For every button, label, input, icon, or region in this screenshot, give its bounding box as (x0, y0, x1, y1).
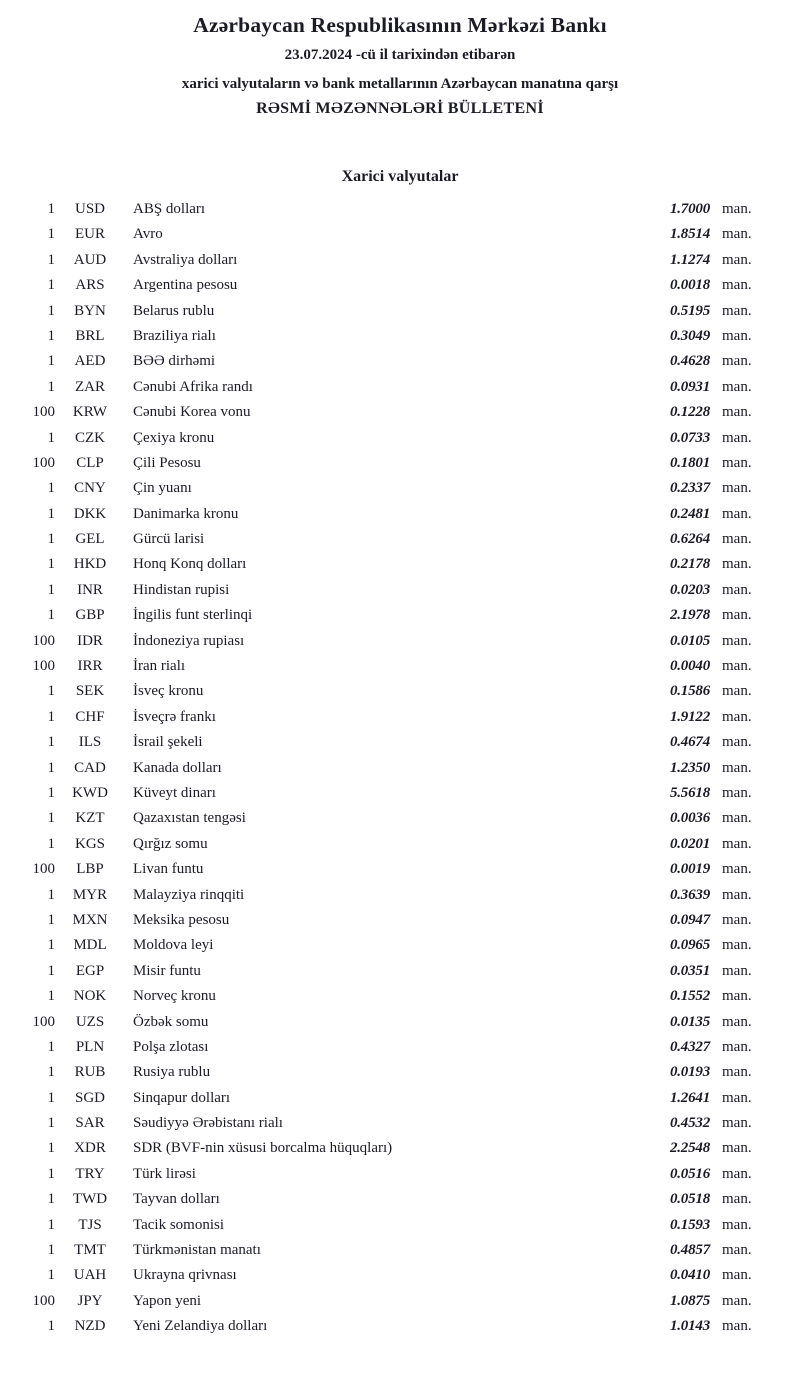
row-rate-value: 0.0516 (669, 1165, 710, 1182)
row-rate-value: 0.0203 (669, 581, 710, 598)
row-currency-code: CLP (76, 454, 104, 471)
row-quantity: 1 (47, 1115, 55, 1132)
row-rate-value: 0.3049 (669, 327, 710, 344)
row-currency-code: AUD (73, 251, 107, 268)
row-quantity: 1 (47, 835, 55, 852)
rate-row (0, 832, 768, 857)
row-currency-code: SEK (75, 683, 105, 700)
row-currency-name: Livan funtu (133, 861, 204, 878)
row-quantity: 1 (47, 1191, 55, 1208)
rate-row (0, 1314, 768, 1339)
rate-row (0, 400, 768, 425)
rate-row (0, 527, 768, 552)
row-unit-label: man. (722, 251, 752, 268)
row-quantity: 1 (47, 226, 55, 243)
row-currency-code: UAH (73, 1267, 107, 1284)
row-unit-label: man. (722, 302, 752, 319)
row-quantity: 1 (47, 683, 55, 700)
row-unit-label: man. (722, 581, 752, 598)
row-quantity: 1 (47, 962, 55, 979)
rate-row (0, 1060, 768, 1085)
row-quantity: 1 (47, 1242, 55, 1259)
effective-date-line: 23.07.2024 -cü il tarixindən etibarən (284, 47, 516, 63)
rate-row (0, 883, 768, 908)
row-rate-value: 1.7000 (669, 201, 710, 217)
row-currency-code: DKK (73, 505, 107, 522)
row-currency-code: TJS (78, 1216, 102, 1233)
rate-row (0, 781, 768, 806)
row-currency-code: NOK (73, 988, 107, 1005)
row-unit-label: man. (722, 886, 752, 903)
row-currency-name: Çili Pesosu (133, 454, 201, 471)
rate-row (0, 273, 768, 298)
row-currency-code: EUR (75, 226, 105, 243)
row-currency-name: Sinqapur dolları (133, 1089, 231, 1106)
row-currency-code: IRR (77, 658, 103, 675)
rate-row (0, 857, 768, 882)
row-quantity: 1 (47, 988, 55, 1005)
row-rate-value: 0.0947 (669, 911, 710, 928)
row-currency-name: İsrail şekeli (133, 734, 203, 751)
rate-row (0, 1187, 768, 1212)
row-currency-code: UZS (75, 1013, 105, 1030)
row-currency-code: SGD (74, 1089, 105, 1106)
bank-title: Azərbaycan Respublikasının Mərkəzi Bankı (193, 13, 607, 37)
row-unit-label: man. (722, 962, 752, 979)
row-rate-value: 0.0040 (669, 658, 710, 675)
row-quantity: 1 (47, 429, 55, 446)
rate-row (0, 654, 768, 679)
row-rate-value: 0.0965 (669, 937, 710, 954)
rate-row (0, 959, 768, 984)
row-unit-label: man. (722, 1064, 752, 1081)
row-unit-label: man. (722, 1038, 752, 1055)
row-quantity: 1 (47, 1064, 55, 1081)
row-currency-name: Danimarka kronu (133, 505, 239, 522)
row-unit-label: man. (722, 1242, 752, 1259)
row-currency-code: SAR (75, 1115, 105, 1132)
row-unit-label: man. (722, 632, 752, 649)
row-currency-name: Braziliya rialı (133, 327, 216, 344)
row-unit-label: man. (722, 988, 752, 1005)
row-unit-label: man. (722, 505, 752, 522)
rate-row (0, 324, 768, 349)
row-currency-code: KZT (75, 810, 105, 827)
row-currency-name: Avro (133, 226, 163, 243)
row-currency-code: USD (74, 201, 105, 217)
row-quantity: 100 (32, 861, 55, 878)
row-currency-name: İsveç kronu (133, 683, 204, 700)
row-rate-value: 0.0019 (669, 861, 710, 878)
row-rate-value: 0.4628 (669, 353, 710, 370)
row-unit-label: man. (722, 277, 752, 294)
row-currency-code: JPY (77, 1292, 103, 1309)
row-currency-code: XDR (74, 1140, 106, 1157)
row-quantity: 100 (32, 1013, 55, 1030)
row-unit-label: man. (722, 734, 752, 751)
row-currency-name: Moldova leyi (133, 937, 214, 954)
rate-row (0, 756, 768, 781)
row-currency-code: MDL (73, 937, 107, 954)
row-quantity: 1 (47, 302, 55, 319)
row-unit-label: man. (722, 658, 752, 675)
rate-row (0, 1213, 768, 1238)
row-quantity: 1 (47, 1038, 55, 1055)
row-currency-code: CNY (74, 480, 106, 497)
row-unit-label: man. (722, 454, 752, 471)
row-rate-value: 0.1586 (669, 683, 710, 700)
row-unit-label: man. (722, 226, 752, 243)
row-unit-label: man. (722, 861, 752, 878)
row-currency-name: Qazaxıstan tengəsi (133, 810, 246, 827)
row-currency-name: Avstraliya dolları (133, 251, 238, 268)
row-currency-code: CZK (75, 429, 105, 446)
row-currency-code: TRY (75, 1165, 105, 1182)
rate-row (0, 603, 768, 628)
row-quantity: 1 (47, 480, 55, 497)
row-quantity: 1 (47, 201, 55, 217)
row-unit-label: man. (722, 1089, 752, 1106)
row-rate-value: 0.1593 (669, 1216, 710, 1233)
row-unit-label: man. (722, 810, 752, 827)
row-currency-name: Cənubi Afrika randı (133, 378, 253, 395)
row-currency-name: Misir funtu (133, 962, 201, 979)
row-currency-name: Rusiya rublu (133, 1064, 211, 1081)
row-currency-code: IDR (77, 632, 103, 649)
row-currency-name: Çexiya kronu (133, 429, 215, 446)
row-rate-value: 0.0193 (669, 1064, 710, 1081)
row-quantity: 100 (32, 404, 55, 421)
row-currency-code: TMT (74, 1242, 106, 1259)
row-quantity: 1 (47, 251, 55, 268)
row-unit-label: man. (722, 911, 752, 928)
row-rate-value: 0.1228 (669, 404, 710, 421)
row-currency-name: İngilis funt sterlinqi (133, 607, 253, 624)
row-currency-code: ZAR (75, 378, 105, 395)
row-quantity: 100 (32, 632, 55, 649)
row-rate-value: 1.0875 (669, 1292, 710, 1309)
rate-row (0, 197, 768, 222)
row-unit-label: man. (722, 531, 752, 548)
row-currency-code: KGS (74, 835, 105, 852)
row-quantity: 1 (47, 708, 55, 725)
rate-row (0, 476, 768, 501)
row-currency-name: Meksika pesosu (133, 911, 230, 928)
row-quantity: 1 (47, 277, 55, 294)
rate-row (0, 375, 768, 400)
row-currency-code: CHF (75, 708, 105, 725)
row-rate-value: 1.9122 (669, 708, 710, 725)
row-currency-name: Cənubi Korea vonu (133, 404, 251, 421)
row-rate-value: 0.2178 (669, 556, 710, 573)
row-rate-value: 0.0931 (669, 378, 710, 395)
rate-row (0, 806, 768, 831)
row-currency-name: Tacik somonisi (133, 1216, 225, 1233)
row-rate-value: 0.0733 (669, 429, 710, 446)
row-currency-name: SDR (BVF-nin xüsusi borcalma hüquqları) (133, 1140, 393, 1157)
row-currency-name: Norveç kronu (133, 988, 216, 1005)
row-unit-label: man. (722, 1165, 752, 1182)
row-unit-label: man. (722, 1216, 752, 1233)
row-quantity: 1 (47, 1216, 55, 1233)
rate-row (0, 679, 768, 704)
rate-row (0, 451, 768, 476)
bulletin-title: RƏSMİ MƏZƏNNƏLƏRİ BÜLLETENİ (256, 100, 544, 117)
row-unit-label: man. (722, 556, 752, 573)
row-currency-name: BƏƏ dirhəmi (133, 353, 216, 370)
row-rate-value: 0.4327 (669, 1038, 710, 1055)
document-header (0, 13, 800, 118)
rate-row (0, 933, 768, 958)
row-currency-code: ARS (75, 277, 105, 294)
rate-row (0, 730, 768, 755)
row-unit-label: man. (722, 708, 752, 725)
row-quantity: 1 (47, 886, 55, 903)
row-unit-label: man. (722, 937, 752, 954)
rate-row (0, 908, 768, 933)
row-currency-code: LBP (76, 861, 104, 878)
row-quantity: 1 (47, 1089, 55, 1106)
row-currency-name: Gürcü larisi (133, 531, 205, 548)
row-currency-name: Küveyt dinarı (133, 784, 216, 801)
row-quantity: 1 (47, 1267, 55, 1284)
row-currency-name: İndoneziya rupiası (133, 632, 245, 649)
row-rate-value: 0.2337 (669, 480, 710, 497)
row-quantity: 1 (47, 505, 55, 522)
row-rate-value: 0.3639 (669, 886, 710, 903)
row-currency-code: BRL (75, 327, 105, 344)
row-unit-label: man. (722, 480, 752, 497)
rate-row (0, 1289, 768, 1314)
row-rate-value: 0.0105 (669, 632, 710, 649)
rate-row (0, 349, 768, 374)
row-currency-code: TWD (72, 1191, 108, 1208)
row-quantity: 1 (47, 810, 55, 827)
rate-row (0, 502, 768, 527)
row-unit-label: man. (722, 759, 752, 776)
row-rate-value: 0.2481 (669, 505, 710, 522)
rate-row (0, 248, 768, 273)
row-unit-label: man. (722, 835, 752, 852)
row-rate-value: 0.1801 (669, 454, 710, 471)
row-quantity: 1 (47, 911, 55, 928)
row-currency-code: GEL (75, 531, 105, 548)
row-rate-value: 1.1274 (669, 251, 710, 268)
row-currency-code: CAD (74, 759, 106, 776)
row-rate-value: 0.0351 (669, 962, 710, 979)
row-currency-name: Yeni Zelandiya dolları (133, 1318, 268, 1335)
row-unit-label: man. (722, 1191, 752, 1208)
row-unit-label: man. (722, 378, 752, 395)
row-currency-code: KRW (72, 404, 108, 421)
row-quantity: 1 (47, 378, 55, 395)
row-quantity: 100 (32, 1292, 55, 1309)
row-rate-value: 0.5195 (669, 302, 710, 319)
rate-row (0, 426, 768, 451)
row-quantity: 1 (47, 1318, 55, 1335)
row-currency-code: MYR (72, 886, 108, 903)
rate-row (0, 299, 768, 324)
row-rate-value: 1.2641 (669, 1089, 710, 1106)
row-rate-value: 2.1978 (669, 607, 710, 624)
rate-row (0, 1162, 768, 1187)
row-currency-name: Qırğız somu (133, 835, 208, 852)
rate-row (0, 552, 768, 577)
row-quantity: 100 (32, 454, 55, 471)
row-currency-code: EGP (75, 962, 105, 979)
row-currency-name: Belarus rublu (133, 302, 215, 319)
row-rate-value: 0.0201 (669, 835, 710, 852)
row-rate-value: 0.4857 (669, 1242, 710, 1259)
row-currency-name: Malayziya rinqqiti (133, 886, 245, 903)
row-rate-value: 5.5618 (669, 784, 710, 801)
row-currency-name: ABŞ dolları (133, 201, 206, 217)
rate-row (0, 1035, 768, 1060)
row-currency-name: Hindistan rupisi (133, 581, 230, 598)
row-rate-value: 0.0036 (669, 810, 710, 827)
row-quantity: 1 (47, 734, 55, 751)
row-quantity: 100 (32, 658, 55, 675)
row-quantity: 1 (47, 759, 55, 776)
row-rate-value: 0.0410 (669, 1267, 710, 1284)
row-unit-label: man. (722, 1115, 752, 1132)
row-rate-value: 1.0143 (669, 1318, 710, 1335)
row-currency-name: Argentina pesosu (133, 277, 238, 294)
section-title-foreign-currencies: Xarici valyutalar (341, 168, 459, 185)
row-unit-label: man. (722, 607, 752, 624)
row-currency-code: KWD (72, 784, 108, 801)
row-currency-code: AED (74, 353, 106, 370)
row-quantity: 1 (47, 327, 55, 344)
row-currency-code: ILS (78, 734, 102, 751)
row-currency-code: RUB (74, 1064, 106, 1081)
row-rate-value: 0.0135 (669, 1013, 710, 1030)
row-currency-name: İsveçrə frankı (133, 708, 216, 725)
row-currency-name: Ukrayna qrivnası (133, 1267, 237, 1284)
row-currency-code: INR (77, 581, 103, 598)
row-unit-label: man. (722, 404, 752, 421)
rate-row (0, 1238, 768, 1263)
row-currency-code: GBP (75, 607, 105, 624)
row-rate-value: 0.6264 (669, 531, 710, 548)
row-currency-name: Tayvan dolları (133, 1191, 220, 1208)
row-rate-value: 0.0518 (669, 1191, 710, 1208)
row-unit-label: man. (722, 201, 752, 217)
row-rate-value: 1.2350 (669, 759, 710, 776)
row-quantity: 1 (47, 556, 55, 573)
rate-row (0, 1136, 768, 1161)
rate-row (0, 705, 768, 730)
row-currency-name: Polşa zlotası (133, 1038, 209, 1055)
row-currency-name: Honq Konq dolları (133, 556, 247, 573)
row-quantity: 1 (47, 581, 55, 598)
row-currency-code: BYN (74, 302, 106, 319)
row-currency-code: MXN (72, 911, 108, 928)
row-rate-value: 0.4674 (669, 734, 710, 751)
rate-row (0, 1086, 768, 1111)
row-quantity: 1 (47, 784, 55, 801)
row-rate-value: 1.8514 (669, 226, 710, 243)
row-quantity: 1 (47, 937, 55, 954)
rate-row (0, 222, 768, 247)
row-currency-name: Türkmənistan manatı (133, 1242, 261, 1259)
rates-table-body (0, 197, 768, 1340)
row-quantity: 1 (47, 1140, 55, 1157)
row-currency-name: Çin yuanı (133, 480, 192, 497)
row-unit-label: man. (722, 1267, 752, 1284)
row-currency-code: HKD (73, 556, 107, 573)
row-unit-label: man. (722, 353, 752, 370)
rate-row (0, 629, 768, 654)
row-currency-name: Özbək somu (133, 1013, 209, 1030)
row-currency-name: Türk lirəsi (133, 1165, 196, 1182)
subtitle-line: xarici valyutaların və bank metallarının Azərbaycan manatına qarşı (181, 76, 619, 92)
row-unit-label: man. (722, 327, 752, 344)
row-rate-value: 0.0018 (669, 277, 710, 294)
row-quantity: 1 (47, 1165, 55, 1182)
row-quantity: 1 (47, 531, 55, 548)
row-currency-code: PLN (75, 1038, 105, 1055)
row-currency-code: NZD (74, 1318, 106, 1335)
row-quantity: 1 (47, 353, 55, 370)
row-rate-value: 0.4532 (669, 1115, 710, 1132)
rate-row (0, 1111, 768, 1136)
row-unit-label: man. (722, 1013, 752, 1030)
row-currency-name: Kanada dolları (133, 759, 222, 776)
rate-row (0, 984, 768, 1009)
row-unit-label: man. (722, 683, 752, 700)
row-unit-label: man. (722, 1140, 752, 1157)
rate-row (0, 1010, 768, 1035)
rate-row (0, 1263, 768, 1288)
row-unit-label: man. (722, 1292, 752, 1309)
rate-row (0, 578, 768, 603)
row-rate-value: 2.2548 (669, 1140, 710, 1157)
row-currency-name: İran rialı (133, 658, 186, 675)
row-quantity: 1 (47, 607, 55, 624)
row-currency-name: Səudiyyə Ərəbistanı rialı (133, 1115, 283, 1132)
row-currency-name: Yapon yeni (133, 1292, 202, 1309)
row-unit-label: man. (722, 429, 752, 446)
row-rate-value: 0.1552 (669, 988, 710, 1005)
row-unit-label: man. (722, 784, 752, 801)
row-unit-label: man. (722, 1318, 752, 1335)
